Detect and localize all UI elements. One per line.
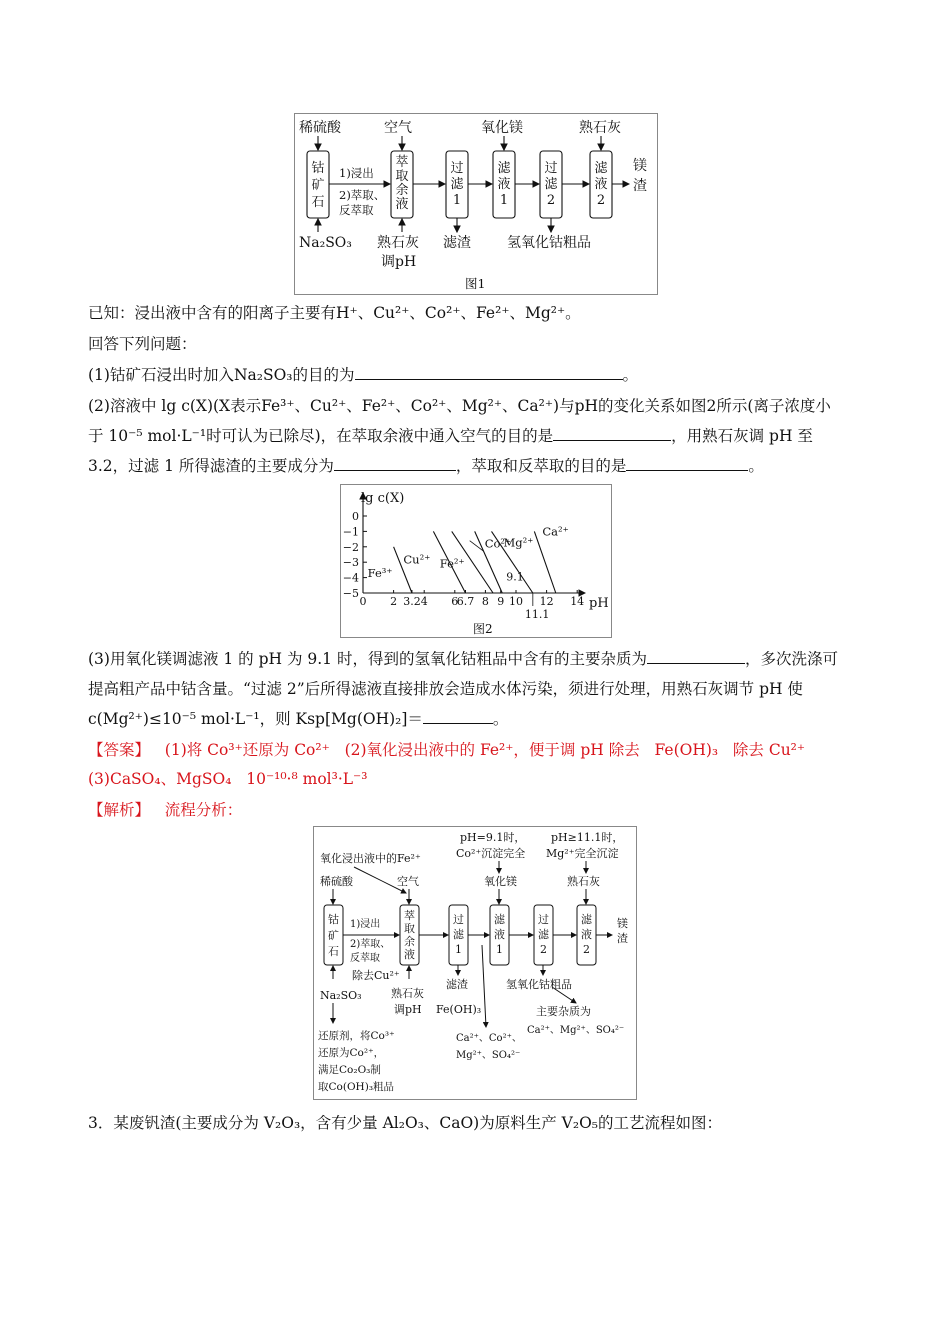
svg-text:液: 液 <box>395 197 409 212</box>
svg-text:熟石灰: 熟石灰 <box>567 875 600 888</box>
x-tick-label: 8 <box>481 595 489 608</box>
answer-blank[interactable] <box>553 426 671 441</box>
reagent-air: 空气 <box>384 120 412 136</box>
svg-text:Ca²⁺、Co²⁺、: Ca²⁺、Co²⁺、 <box>456 1033 522 1044</box>
ph-9-1-label: 9.1 <box>506 570 524 584</box>
ph-11-1-label: 11.1 <box>524 608 550 621</box>
fig1-caption: 图1 <box>465 276 486 291</box>
svg-text:2: 2 <box>540 943 547 956</box>
svg-text:液: 液 <box>494 928 505 941</box>
svg-text:2: 2 <box>596 193 606 208</box>
y-tick-label: 0 <box>352 510 359 523</box>
x-tick-label: 4 <box>420 595 428 608</box>
series-label-5: Mg²⁺ <box>503 535 534 550</box>
svg-text:萃: 萃 <box>395 155 409 170</box>
svg-text:除去Cu²⁺: 除去Cu²⁺ <box>352 969 400 982</box>
svg-text:1: 1 <box>452 193 462 208</box>
svg-text:1: 1 <box>496 943 503 956</box>
x-tick-label: 9 <box>497 595 505 608</box>
svg-text:调pH: 调pH <box>394 1003 422 1016</box>
question-3-line3: c(Mg²⁺)≤10⁻⁵ mol·L⁻¹，则 Ksp[Mg(OH)₂]＝ 。 <box>88 710 509 728</box>
answer-blank[interactable] <box>334 456 456 471</box>
svg-text:滤: 滤 <box>581 913 592 926</box>
svg-text:过: 过 <box>450 161 464 176</box>
svg-text:满足Co₂O₃制: 满足Co₂O₃制 <box>318 1064 381 1076</box>
svg-text:氧化浸出液中的Fe²⁺: 氧化浸出液中的Fe²⁺ <box>320 852 421 865</box>
y-tick-label: −3 <box>342 556 359 570</box>
svg-text:氢氧化钴粗品: 氢氧化钴粗品 <box>507 235 591 251</box>
svg-text:2: 2 <box>583 943 590 956</box>
svg-text:pH≥11.1时，: pH≥11.1时， <box>551 831 624 844</box>
known-info: 已知：浸出液中含有的阳离子主要有H⁺、Cu²⁺、Co²⁺、Fe²⁺、Mg²⁺。 <box>88 304 581 322</box>
svg-text:矿: 矿 <box>328 929 339 942</box>
svg-text:氧化镁: 氧化镁 <box>484 875 517 888</box>
reagent-h2so4: 稀硫酸 <box>299 120 341 136</box>
svg-text:滤: 滤 <box>538 928 549 941</box>
svg-text:熟石灰: 熟石灰 <box>391 987 424 1000</box>
svg-text:还原为Co²⁺，: 还原为Co²⁺， <box>318 1047 385 1059</box>
reagent-lime: 熟石灰 <box>579 120 621 136</box>
y-tick-label: −1 <box>342 525 359 539</box>
question-3-line2: 提高粗产品中钴含量。“过滤 2”后所得滤液直接排放会造成水体污染，须进行处理，用熟石灰调节 pH 使 <box>88 680 803 698</box>
flowchart-analysis <box>314 827 636 1099</box>
svg-text:取: 取 <box>395 169 409 184</box>
y-tick-label: −2 <box>342 540 359 554</box>
series-label-3: Fe²⁺ <box>439 556 465 571</box>
svg-text:液: 液 <box>581 928 592 941</box>
svg-text:1: 1 <box>455 943 462 956</box>
svg-text:Ca²⁺、Mg²⁺、SO₄²⁻: Ca²⁺、Mg²⁺、SO₄²⁻ <box>527 1025 625 1036</box>
y-tick-label: −4 <box>342 571 359 585</box>
svg-text:熟石灰: 熟石灰 <box>377 235 419 251</box>
figure-3 <box>313 826 637 1100</box>
svg-text:石: 石 <box>328 945 339 958</box>
x-tick-label: 3.2 <box>403 595 421 608</box>
svg-text:渣: 渣 <box>617 932 628 945</box>
x-tick-label: 14 <box>570 595 585 608</box>
flowchart-1 <box>295 114 657 294</box>
svg-text:Mg²⁺、SO₄²⁻: Mg²⁺、SO₄²⁻ <box>456 1050 521 1061</box>
svg-text:滤渣: 滤渣 <box>446 978 468 991</box>
series-label-4: Co²⁺ <box>484 536 512 551</box>
svg-text:主要杂质为: 主要杂质为 <box>536 1005 591 1018</box>
fig2-caption: 图2 <box>473 622 493 636</box>
x-tick-label: 6 <box>451 595 459 608</box>
svg-text:萃: 萃 <box>404 909 415 922</box>
svg-text:钴: 钴 <box>328 913 339 926</box>
svg-text:滤: 滤 <box>453 928 464 941</box>
x-axis-label: pH <box>589 596 609 611</box>
series-line-6 <box>534 531 555 593</box>
x-tick-label: 0 <box>359 595 367 608</box>
svg-text:Mg²⁺完全沉淀: Mg²⁺完全沉淀 <box>546 847 619 860</box>
analysis-line: 【解析】 流程分析： <box>88 801 243 819</box>
svg-text:Na₂SO₃: Na₂SO₃ <box>320 989 362 1002</box>
figure-1 <box>294 113 658 295</box>
svg-text:钴: 钴 <box>311 161 325 176</box>
svg-text:pH=9.1时，: pH=9.1时， <box>460 831 526 844</box>
question-2-line1: (2)溶液中 lg c(X)(X表示Fe³⁺、Cu²⁺、Fe²⁺、Co²⁺、Mg²⁺、Ca²⁺)与pH的变化关系如图2所示(离子浓度小 <box>88 397 831 415</box>
x-tick-label: 10 <box>509 595 523 608</box>
series-label-2: Cu²⁺ <box>403 552 431 567</box>
series-label-1: Fe³⁺ <box>367 565 393 580</box>
svg-text:1: 1 <box>499 193 509 208</box>
question-next: 3．某废钒渣(主要成分为 V₂O₃，含有少量 Al₂O₃、CaO)为原料生产 V₂O₅的工艺流程如图： <box>88 1114 722 1132</box>
reagent-mgo: 氧化镁 <box>481 120 523 136</box>
svg-text:石: 石 <box>311 195 325 210</box>
svg-text:滤: 滤 <box>494 913 505 926</box>
svg-text:1)浸出: 1)浸出 <box>350 919 381 930</box>
svg-text:2)萃取、: 2)萃取、 <box>339 188 386 202</box>
answer-line1: 【答案】 (1)将 Co³⁺还原为 Co²⁺ (2)氧化浸出液中的 Fe²⁺，便于调 pH 除去 Fe(OH)₃ 除去 Cu²⁺ <box>88 741 806 759</box>
svg-text:取Co(OH)₃粗品: 取Co(OH)₃粗品 <box>318 1081 395 1093</box>
svg-text:空气: 空气 <box>397 875 419 888</box>
answer-line2: (3)CaSO₄、MgSO₄ 10⁻¹⁰·⁸ mol³·L⁻³ <box>88 770 368 788</box>
svg-text:稀硫酸: 稀硫酸 <box>320 875 353 888</box>
lgc-ph-chart <box>341 485 611 637</box>
svg-text:滤: 滤 <box>594 161 608 176</box>
svg-text:Fe(OH)₃: Fe(OH)₃ <box>436 1003 482 1016</box>
svg-text:滤: 滤 <box>450 177 464 192</box>
answer-blank[interactable] <box>355 365 623 380</box>
answer-tag: 【答案】 <box>88 741 151 759</box>
x-tick-label: 6.7 <box>456 595 475 608</box>
svg-text:还原剂，将Co³⁺: 还原剂，将Co³⁺ <box>318 1030 395 1042</box>
svg-text:镁: 镁 <box>617 917 628 930</box>
analysis-tag: 【解析】 <box>88 801 151 819</box>
svg-text:过: 过 <box>453 913 464 926</box>
svg-text:滤: 滤 <box>544 177 558 192</box>
question-1: (1)钴矿石浸出时加入Na₂SO₃的目的为 。 <box>88 366 639 384</box>
prompt: 回答下列问题： <box>88 335 197 353</box>
question-2-line3: 3.2，过滤 1 所得滤渣的主要成分为 ，萃取和反萃取的目的是 。 <box>88 457 764 475</box>
svg-text:渣: 渣 <box>633 178 647 194</box>
svg-text:Co²⁺沉淀完全: Co²⁺沉淀完全 <box>456 847 526 860</box>
answer-blank[interactable] <box>647 649 745 664</box>
y-axis-label: lg c(X) <box>361 491 405 506</box>
svg-text:2: 2 <box>546 193 556 208</box>
svg-text:氢氧化钴粗品: 氢氧化钴粗品 <box>506 978 572 991</box>
figure-2 <box>340 484 612 638</box>
svg-text:取: 取 <box>404 922 415 935</box>
series-label-6: Ca²⁺ <box>542 524 569 539</box>
svg-text:液: 液 <box>497 177 511 192</box>
svg-text:调pH: 调pH <box>381 254 417 270</box>
svg-text:1)浸出: 1)浸出 <box>339 166 374 180</box>
svg-text:Na₂SO₃: Na₂SO₃ <box>299 235 352 251</box>
svg-text:反萃取: 反萃取 <box>339 203 374 217</box>
svg-text:反萃取: 反萃取 <box>350 953 380 964</box>
answer-blank[interactable] <box>423 709 493 724</box>
y-tick-label: −5 <box>342 587 359 600</box>
question-2-line2: 于 10⁻⁵ mol·L⁻¹时可认为已除尽)，在萃取余液中通入空气的目的是 ，用熟石灰调 pH 至 <box>88 427 813 445</box>
svg-text:过: 过 <box>538 913 549 926</box>
svg-text:滤渣: 滤渣 <box>443 235 471 251</box>
x-tick-label: 2 <box>390 595 398 608</box>
svg-text:过: 过 <box>544 161 558 176</box>
svg-text:余: 余 <box>404 935 415 948</box>
svg-text:液: 液 <box>404 948 415 961</box>
svg-text:液: 液 <box>594 177 608 192</box>
answer-blank[interactable] <box>626 456 748 471</box>
x-tick-label: 12 <box>539 595 554 608</box>
svg-text:矿: 矿 <box>311 178 325 193</box>
svg-text:镁: 镁 <box>633 158 647 174</box>
svg-text:2)萃取、: 2)萃取、 <box>350 939 391 950</box>
svg-text:滤: 滤 <box>497 161 511 176</box>
question-3-line1: (3)用氧化镁调滤液 1 的 pH 为 9.1 时，得到的氢氧化钴粗品中含有的主要杂质为 ，多次洗涤可 <box>88 650 838 668</box>
svg-text:余: 余 <box>395 183 409 198</box>
